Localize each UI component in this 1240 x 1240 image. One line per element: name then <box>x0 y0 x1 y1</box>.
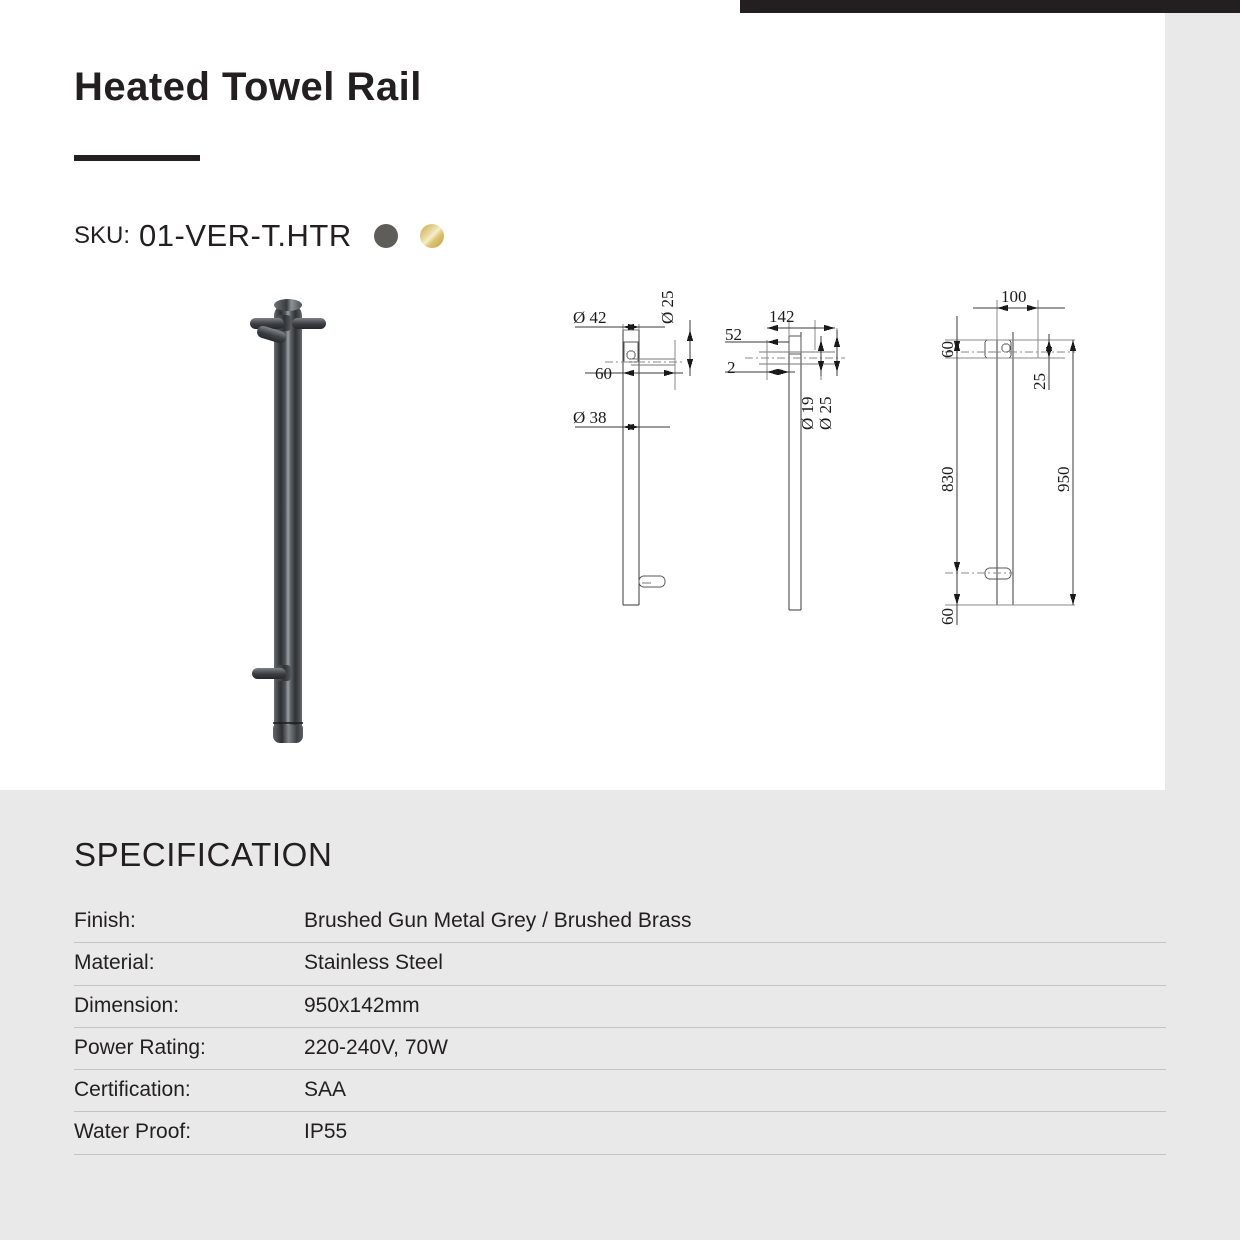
dim-label-60-front: 60 <box>595 364 612 383</box>
spec-key-water-proof: Water Proof: <box>74 1112 302 1154</box>
sku-row <box>74 218 444 254</box>
dim-label-100: 100 <box>1001 287 1027 306</box>
rail-foot <box>273 725 303 743</box>
spec-value-finish: Brushed Gun Metal Grey / Brushed Brass <box>302 901 1166 943</box>
spec-key-material: Material: <box>74 943 302 985</box>
rail-seam <box>273 722 303 724</box>
dim-label-60-top: 60 <box>938 341 957 358</box>
drawing-side-elevation <box>725 320 845 610</box>
drawing-dimensioned-elevation <box>945 300 1076 625</box>
dim-label-dia38: Ø 38 <box>573 408 607 427</box>
top-accent-bar <box>740 0 1240 13</box>
swatch-brushed-brass[interactable] <box>420 224 444 248</box>
dim-label-dia42: Ø 42 <box>573 308 607 327</box>
table-row <box>74 985 1166 1027</box>
dim-label-dia25-front: Ø 25 <box>658 290 677 324</box>
rail-top-cap <box>274 299 302 311</box>
spec-key-power-rating: Power Rating: <box>74 1027 302 1069</box>
sku-label: SKU: <box>74 222 131 249</box>
sku-value: 01-VER-T.HTR <box>139 218 352 253</box>
dim-label-52: 52 <box>725 325 742 344</box>
spec-value-dimension: 950x142mm <box>302 985 1166 1027</box>
rail-arm-bottom <box>252 668 286 679</box>
table-row <box>74 1070 1166 1112</box>
dim-label-dia19: Ø 19 <box>798 396 817 430</box>
specification-table <box>74 901 1166 1155</box>
dim-label-2: 2 <box>727 358 736 377</box>
technical-drawings <box>545 280 1105 630</box>
table-row <box>74 943 1166 985</box>
title-underline-rule <box>74 155 200 161</box>
right-accent-panel <box>1165 13 1240 790</box>
spec-value-material: Stainless Steel <box>302 943 1166 985</box>
swatch-brushed-gun-metal-grey[interactable] <box>374 224 398 248</box>
spec-value-water-proof: IP55 <box>302 1112 1166 1154</box>
rail-arm-top-right <box>292 318 326 329</box>
dim-label-142: 142 <box>769 307 795 326</box>
drawing-front-elevation <box>575 320 693 605</box>
product-image <box>232 285 352 750</box>
dim-label-830: 830 <box>938 466 957 492</box>
spec-key-finish: Finish: <box>74 901 302 943</box>
table-row <box>74 1112 1166 1154</box>
specification-heading: SPECIFICATION <box>74 836 333 873</box>
spec-value-power-rating: 220-240V, 70W <box>302 1027 1166 1069</box>
spec-value-certification: SAA <box>302 1070 1166 1112</box>
spec-key-dimension: Dimension: <box>74 985 302 1027</box>
dim-label-60-bottom: 60 <box>938 608 957 625</box>
spec-key-certification: Certification: <box>74 1070 302 1112</box>
dim-label-25: 25 <box>1030 373 1049 390</box>
page-title: Heated Towel Rail <box>74 65 422 109</box>
table-row <box>74 1027 1166 1069</box>
table-row <box>74 901 1166 943</box>
dim-label-950: 950 <box>1054 466 1073 492</box>
dim-label-dia25-side: Ø 25 <box>816 396 835 430</box>
